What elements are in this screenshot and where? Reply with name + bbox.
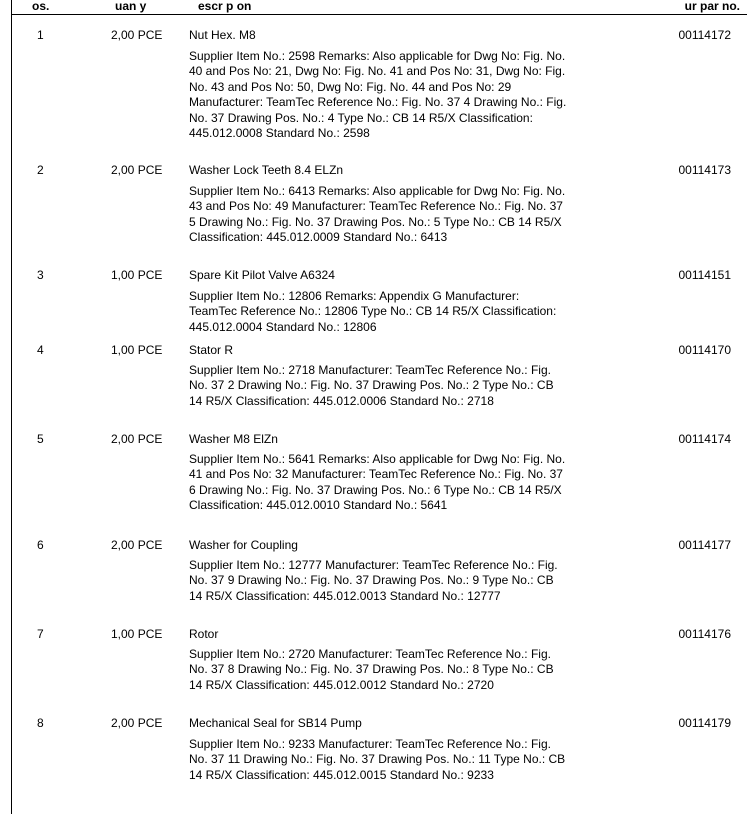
row-title: Rotor [189, 627, 219, 641]
row-details: Supplier Item No.: 2598 Remarks: Also applicable for Dwg No: Fig. No. 40 and Pos No: 21, Dwg No: Fig. No. 41 and Pos No: 31, Dwg No: Fig. No. 43 and Pos No: 50, Dwg No: Fig. No. 44 and Pos No: 29 Manufacturer: TeamTec Reference No.: Fig. No. 37 4 Drawing No.: Fig. No. 37 Drawing Pos. No.: 4 Type No.: CB 14 R5/X Classification: 445.012.0008 Standard No.: 2598 [189, 49, 567, 141]
row-part-no: 00114173 [678, 163, 731, 177]
row-details: Supplier Item No.: 5641 Remarks: Also applicable for Dwg No: Fig. No. 41 and Pos No: 32 Manufacturer: TeamTec Reference No.: Fig. No. 37 6 Drawing No.: Fig. No. 37 Drawing Pos. No.: 6 Type No.: CB 14 R5/X Classification: 445.012.0010 Standard No.: 5641 [189, 452, 566, 513]
row-pos: 3 [37, 268, 44, 282]
row-quantity: 1,00 PCE [111, 268, 163, 282]
row-quantity: 1,00 PCE [111, 627, 163, 641]
row-quantity: 2,00 PCE [111, 716, 163, 730]
row-part-no: 00114174 [678, 432, 731, 446]
row-part-no: 00114172 [678, 28, 731, 42]
row-part-no: 00114179 [678, 716, 731, 730]
row-details: Supplier Item No.: 12777 Manufacturer: TeamTec Reference No.: Fig. No. 37 9 Drawing No.: Fig. No. 37 Drawing Pos. No.: 9 Type No.: CB 14 R5/X Classification: 445.012.0013 Standard No.: 12777 [189, 558, 558, 603]
row-details: Supplier Item No.: 12806 Remarks: Appendix G Manufacturer: TeamTec Reference No.: 12806 Type No.: CB 14 R5/X Classification: 445.012.0004 Standard No.: 12806 [189, 289, 557, 334]
table-header [12, 0, 747, 15]
row-details: Supplier Item No.: 6413 Remarks: Also applicable for Dwg No: Fig. No. 43 and Pos No: 49 Manufacturer: TeamTec Reference No.: Fig. No. 37 5 Drawing No.: Fig. No. 37 Drawing Pos. No.: 5 Type No.: CB 14 R5/X Classification: 445.012.0009 Standard No.: 6413 [189, 184, 566, 245]
row-quantity: 2,00 PCE [111, 432, 163, 446]
header-part-no: ur par no. [684, 0, 740, 13]
row-pos: 2 [37, 163, 44, 177]
row-quantity: 1,00 PCE [111, 343, 163, 357]
row-part-no: 00114170 [678, 343, 731, 357]
row-pos: 1 [37, 28, 44, 42]
parts-list [11, 0, 747, 814]
row-title: Washer for Coupling [189, 538, 298, 552]
row-title: Mechanical Seal for SB14 Pump [189, 716, 362, 730]
row-pos: 8 [37, 716, 44, 730]
row-title: Spare Kit Pilot Valve A6324 [189, 268, 335, 282]
row-details: Supplier Item No.: 2720 Manufacturer: TeamTec Reference No.: Fig. No. 37 8 Drawing No.: Fig. No. 37 Drawing Pos. No.: 8 Type No.: CB 14 R5/X Classification: 445.012.0012 Standard No.: 2720 [189, 647, 554, 692]
row-part-no: 00114177 [678, 538, 731, 552]
header-quantity: uan y [115, 0, 147, 13]
row-details: Supplier Item No.: 2718 Manufacturer: TeamTec Reference No.: Fig. No. 37 2 Drawing No.: Fig. No. 37 Drawing Pos. No.: 2 Type No.: CB 14 R5/X Classification: 445.012.0006 Standard No.: 2718 [189, 363, 554, 408]
row-details: Supplier Item No.: 9233 Manufacturer: TeamTec Reference No.: Fig. No. 37 11 Drawing No.: Fig. No. 37 Drawing Pos. No.: 11 Type No.: CB 14 R5/X Classification: 445.012.0015 Standard No.: 9233 [189, 737, 566, 782]
row-pos: 4 [37, 343, 44, 357]
header-pos: os. [32, 0, 50, 13]
row-quantity: 2,00 PCE [111, 163, 163, 177]
row-part-no: 00114176 [678, 627, 731, 641]
row-quantity: 2,00 PCE [111, 28, 163, 42]
row-title: Stator R [189, 343, 234, 357]
row-title: Washer Lock Teeth 8.4 ELZn [189, 163, 344, 177]
header-description: escr p on [198, 0, 252, 13]
row-part-no: 00114151 [678, 268, 731, 282]
row-quantity: 2,00 PCE [111, 538, 163, 552]
row-pos: 6 [37, 538, 44, 552]
row-pos: 7 [37, 627, 44, 641]
row-pos: 5 [37, 432, 44, 446]
row-title: Washer M8 ElZn [189, 432, 278, 446]
row-title: Nut Hex. M8 [189, 28, 256, 42]
